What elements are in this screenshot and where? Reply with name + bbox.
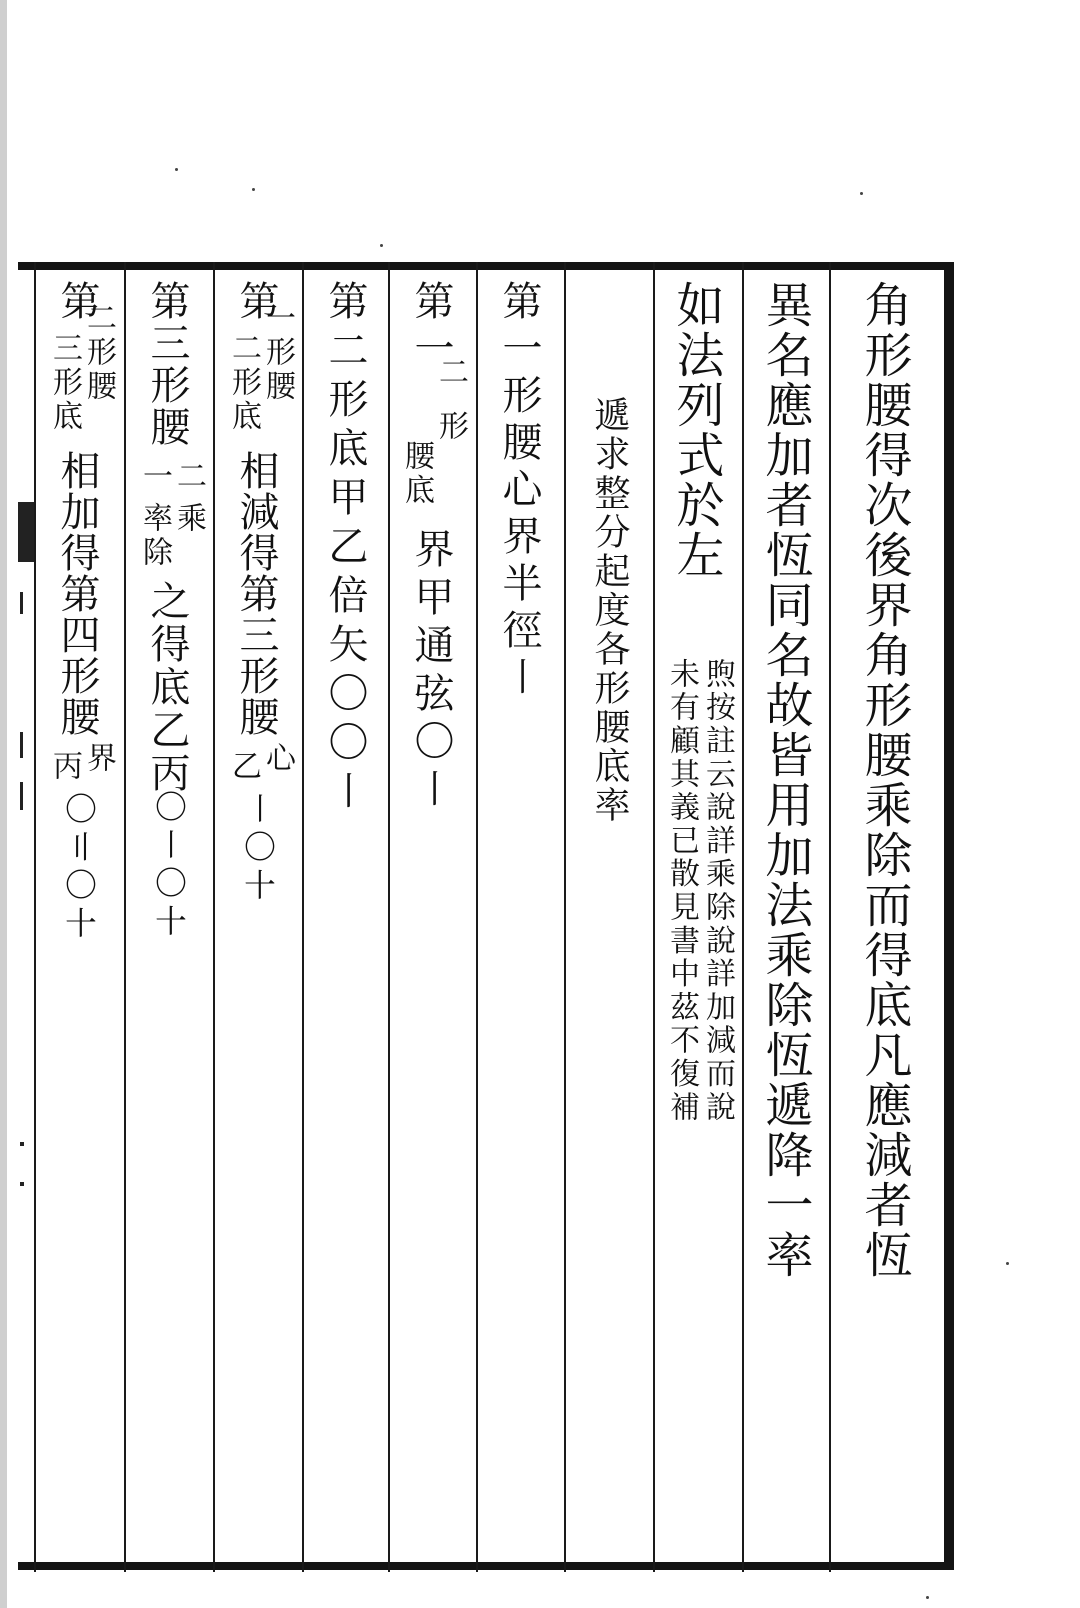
annotation-right: 二形腰 (81, 302, 116, 404)
column-text: 相加得第四形腰 (54, 450, 100, 737)
column-head: 第 (233, 280, 279, 327)
annotation-right: 界 (81, 742, 116, 774)
text-column-3 (654, 280, 742, 1570)
column-label: 第一 (408, 280, 454, 374)
ink-speck (1006, 1262, 1009, 1265)
annotation-right: 二形 (433, 356, 468, 464)
edge-fragment (18, 502, 34, 562)
column-head: 第三形腰 (144, 280, 190, 448)
annotation-left: 二形底 (226, 332, 261, 434)
column-text: 之得底乙丙 (144, 580, 190, 795)
column-text: 角形腰得次後界角形腰乘除而得底凡應減者恆 (856, 280, 912, 1280)
annotation-left: 乙 (226, 750, 261, 782)
ink-speck (926, 1596, 929, 1599)
page-frame (18, 262, 954, 1572)
annotation-right: 乘 (171, 502, 206, 534)
annotation-left: 三形底 (47, 332, 82, 434)
column-head: 第 (54, 280, 100, 327)
text-column-9 (125, 280, 213, 1570)
text-column-5 (477, 280, 564, 1570)
column-text: 如法列式於左 (668, 280, 724, 580)
annotation-left: 率除 (137, 502, 172, 570)
edge-fragment (20, 782, 23, 810)
numeric-figures: 〡〇〸 (239, 792, 277, 906)
annotation-left: 腰底 (399, 440, 434, 508)
annotation-left: 未有顧其義已散見書中茲不復補 (664, 658, 699, 1125)
annotation-left: 一 (137, 460, 172, 492)
section-heading: 遞求整分起度各形腰底率 (589, 396, 630, 825)
text-column-7 (303, 280, 388, 1570)
ink-speck (252, 188, 255, 191)
numeric-figures: 〇〢〇〸 (60, 792, 98, 944)
right-border (944, 262, 954, 1570)
annotation-right: 心 (260, 742, 295, 774)
text-column-4 (565, 280, 653, 1570)
column-text: 界甲通弦〇〡 (408, 528, 454, 816)
annotation-left: 丙 (47, 750, 82, 782)
annotation-right: 二 (171, 460, 206, 492)
column-text: 第二形底甲乙倍矢〇〇〡 (322, 280, 368, 819)
text-column-8 (214, 280, 302, 1570)
ink-speck (380, 244, 383, 247)
edge-fragment (20, 732, 23, 758)
top-border (18, 262, 954, 270)
column-text: 異名應加者恆同名故皆用加法乘除恆遞降一率 (757, 280, 813, 1280)
edge-fragment (20, 1142, 24, 1146)
edge-fragment (20, 1182, 24, 1186)
edge-fragment (20, 592, 23, 614)
text-column-6 (389, 280, 476, 1570)
ink-speck (860, 192, 863, 195)
text-column-10 (35, 280, 124, 1570)
text-column-2 (743, 280, 829, 1570)
column-text: 相減得第三形腰 (233, 450, 279, 737)
scan-left-edge (0, 0, 7, 1608)
column-text: 第一形腰心界半徑〡 (496, 280, 542, 703)
text-column-1 (830, 280, 944, 1570)
ink-speck (175, 168, 178, 171)
annotation-right: 一形腰 (260, 302, 295, 404)
annotation-right: 煦按註云說詳乘除說詳加減而說 (700, 658, 735, 1125)
numeric-figures: 〇〡〇〸 (150, 790, 188, 942)
